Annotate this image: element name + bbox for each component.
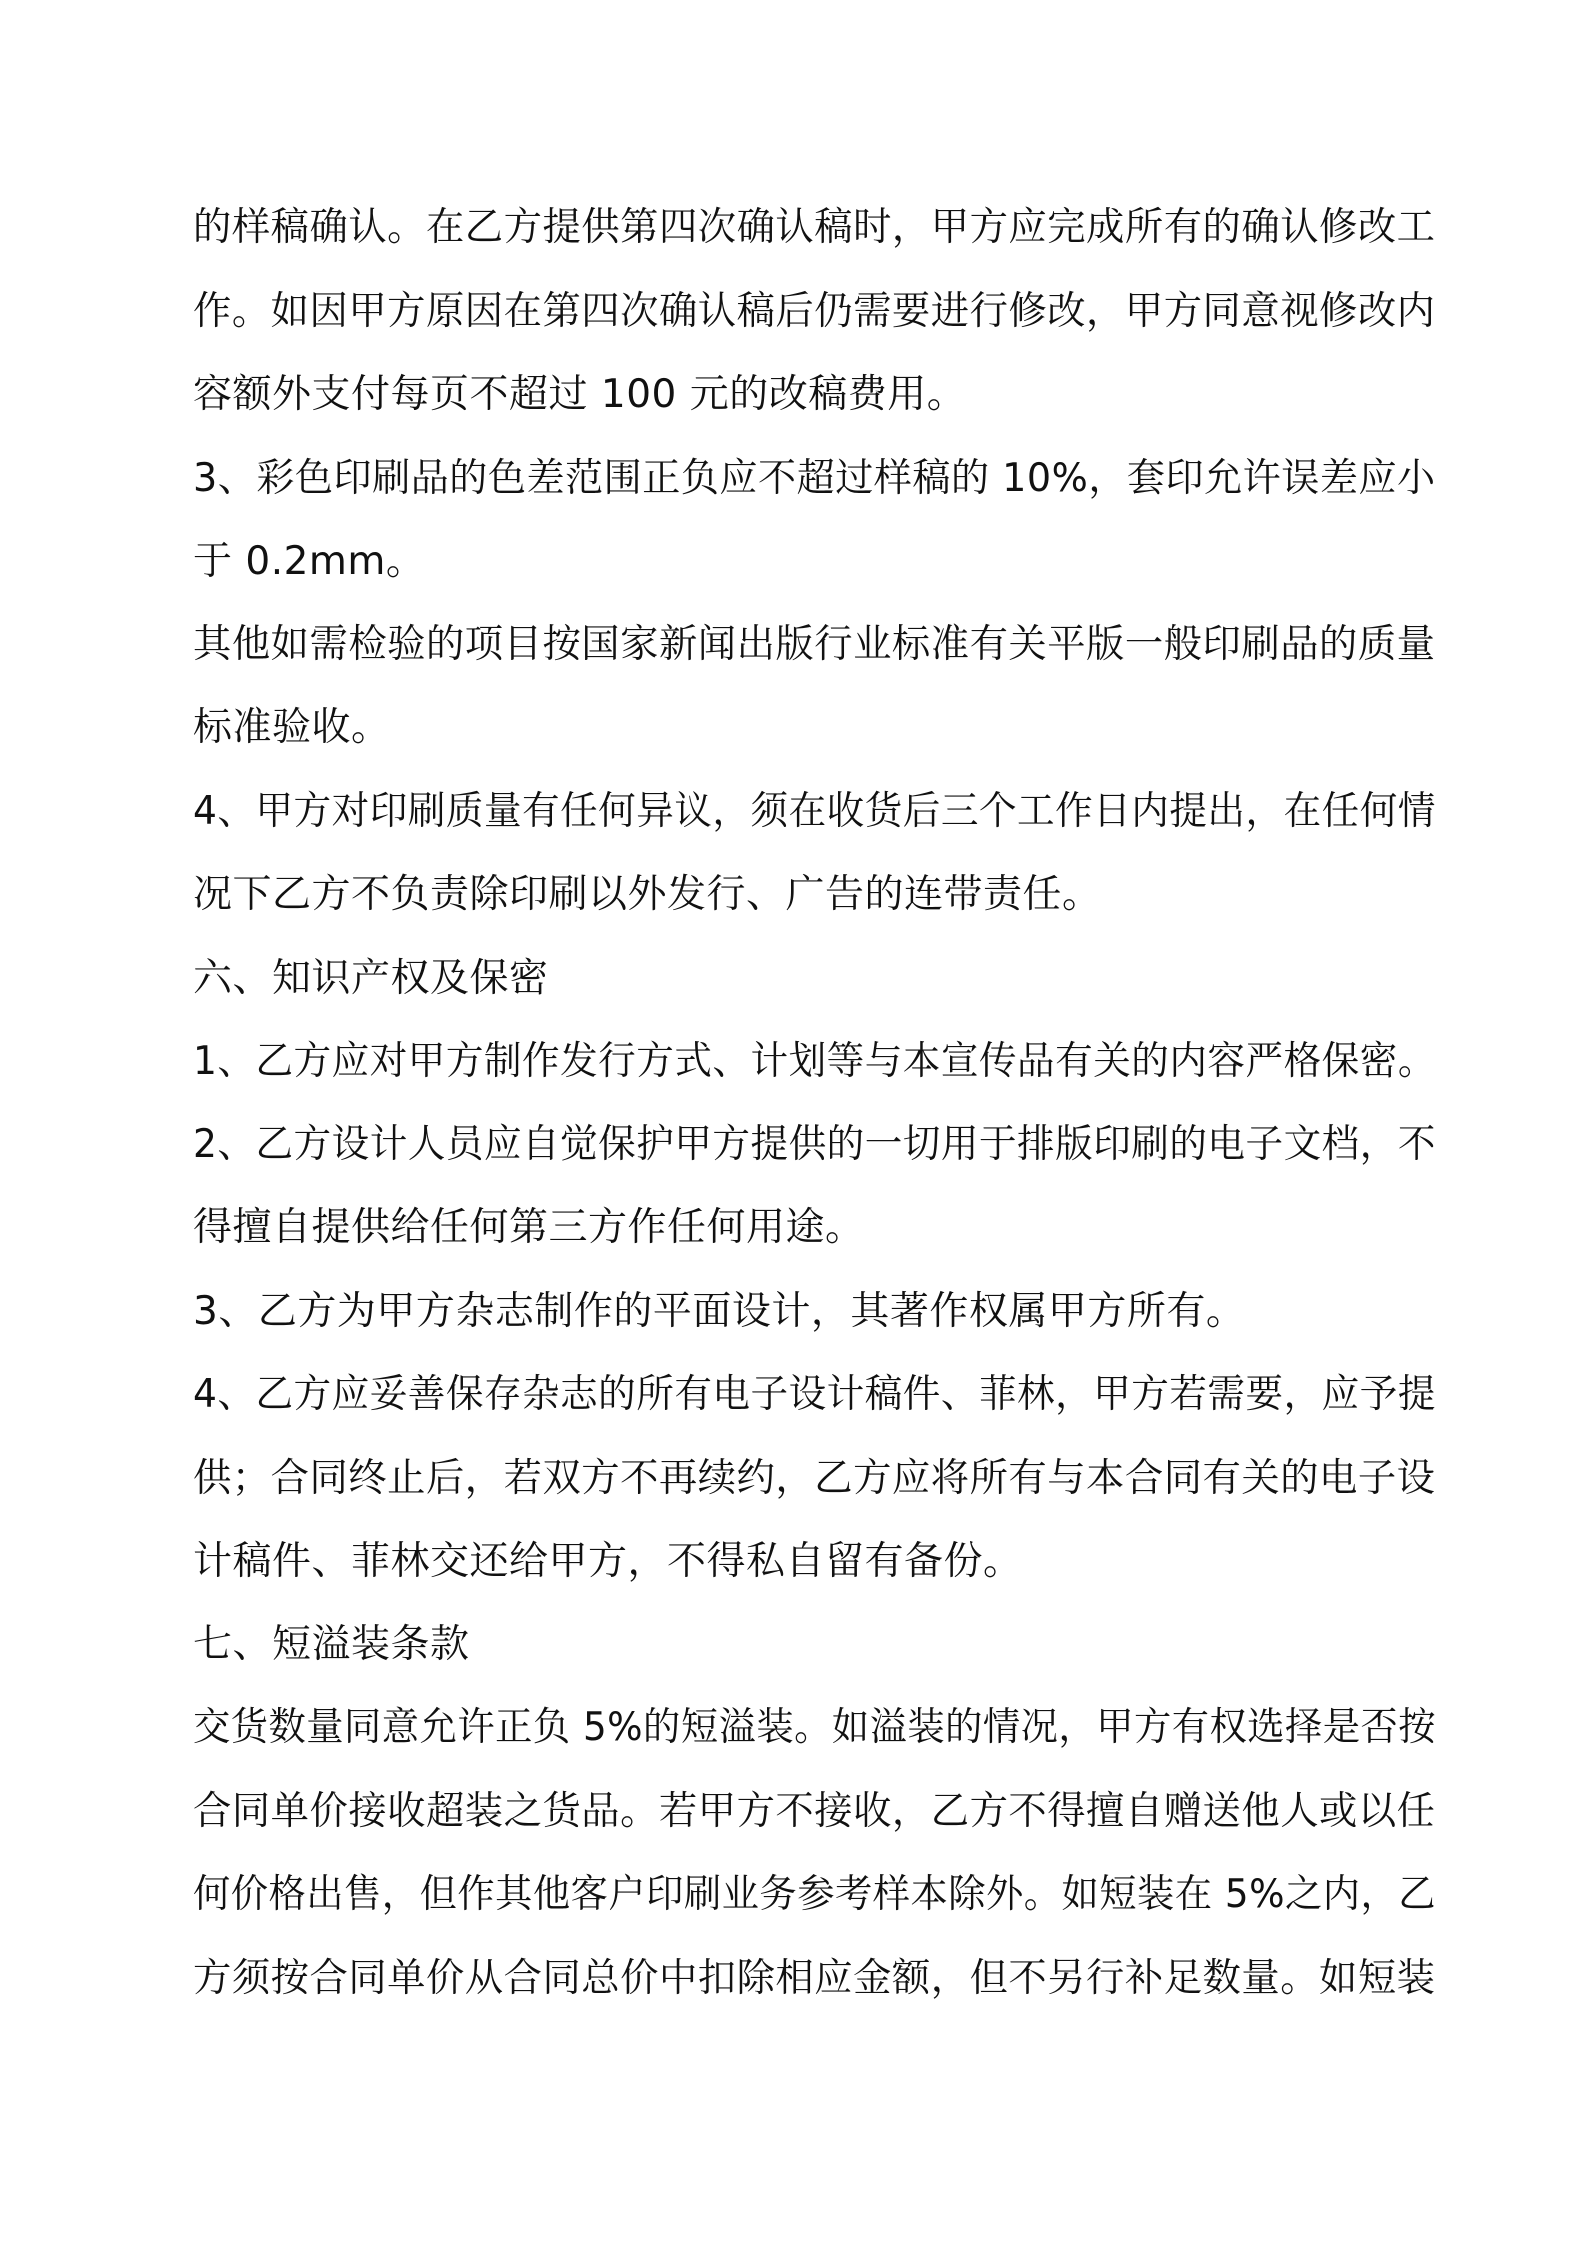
paragraph-line: 何价格出售，但作其他客户印刷业务参考样本除外。如短装在 5%之内，乙 — [193, 1872, 1437, 1917]
paragraph-line: 方须按合同单价从合同总价中扣除相应金额，但不另行补足数量。如短装 — [193, 1956, 1436, 2001]
paragraph-line: 况下乙方不负责除印刷以外发行、广告的连带责任。 — [193, 872, 1102, 917]
paragraph-line: 的样稿确认。在乙方提供第四次确认稿时，甲方应完成所有的确认修改工 — [193, 205, 1436, 250]
paragraph-line: 作。如因甲方原因在第四次确认稿后仍需要进行修改，甲方同意视修改内 — [193, 289, 1436, 334]
paragraph-line: 合同单价接收超装之货品。若甲方不接收，乙方不得擅自赠送他人或以任 — [193, 1789, 1436, 1834]
paragraph-line: 3、乙方为甲方杂志制作的平面设计，其著作权属甲方所有。 — [193, 1289, 1246, 1334]
paragraph-line: 得擅自提供给任何第三方作任何用途。 — [193, 1205, 865, 1250]
section-heading: 六、知识产权及保密 — [193, 956, 549, 1001]
paragraph-line: 4、甲方对印刷质量有任何异议，须在收货后三个工作日内提出，在任何情 — [193, 789, 1436, 834]
paragraph-line: 容额外支付每页不超过 100 元的改稿费用。 — [193, 372, 967, 417]
paragraph-line: 于 0.2mm。 — [193, 539, 426, 584]
paragraph-line: 4、乙方应妥善保存杂志的所有电子设计稿件、菲林，甲方若需要，应予提 — [193, 1372, 1436, 1417]
section-heading: 七、短溢装条款 — [193, 1622, 470, 1667]
paragraph-line: 3、彩色印刷品的色差范围正负应不超过样稿的 10%，套印允许误差应小 — [193, 456, 1436, 501]
paragraph-line: 2、乙方设计人员应自觉保护甲方提供的一切用于排版印刷的电子文档，不 — [193, 1122, 1436, 1167]
paragraph-line: 交货数量同意允许正负 5%的短溢装。如溢装的情况，甲方有权选择是否按 — [193, 1705, 1437, 1750]
paragraph-line: 1、乙方应对甲方制作发行方式、计划等与本宣传品有关的内容严格保密。 — [193, 1039, 1436, 1084]
paragraph-line: 标准验收。 — [193, 705, 391, 750]
paragraph-line: 供；合同终止后，若双方不再续约，乙方应将所有与本合同有关的电子设 — [193, 1456, 1436, 1501]
paragraph-line: 其他如需检验的项目按国家新闻出版行业标准有关平版一般印刷品的质量 — [193, 622, 1436, 667]
paragraph-line: 计稿件、菲林交还给甲方，不得私自留有备份。 — [193, 1539, 1023, 1584]
